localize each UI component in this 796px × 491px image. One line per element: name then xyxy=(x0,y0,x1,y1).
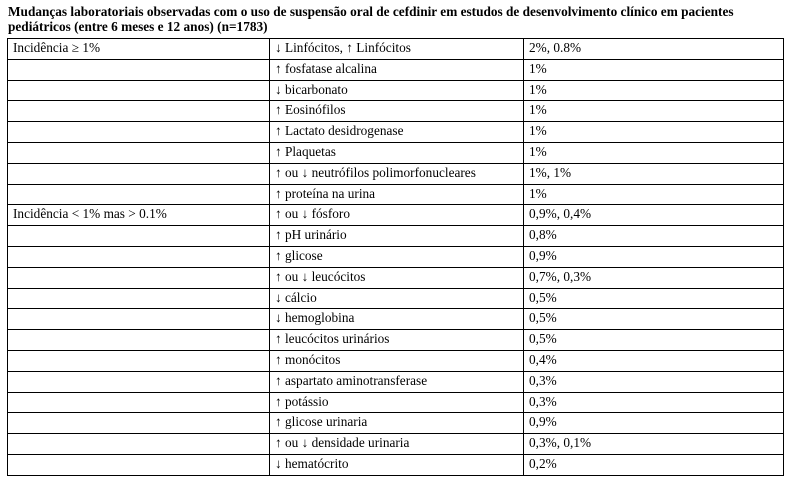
incidence-rate-cell: 0,3%, 0,1% xyxy=(524,434,784,455)
incidence-category-cell xyxy=(8,434,270,455)
table-row xyxy=(8,163,784,184)
incidence-category-cell: Incidência ≥ 1% xyxy=(8,39,270,60)
incidence-rate-cell: 0,9% xyxy=(524,246,784,267)
incidence-rate-cell: 1% xyxy=(524,142,784,163)
incidence-category-cell xyxy=(8,184,270,205)
incidence-rate-cell: 0,2% xyxy=(524,454,784,475)
incidence-category-cell xyxy=(8,122,270,143)
incidence-category-cell xyxy=(8,392,270,413)
incidence-rate-cell: 1% xyxy=(524,184,784,205)
table-row xyxy=(8,59,784,80)
lab-change-cell: ↑ aspartato aminotransferase xyxy=(270,371,524,392)
incidence-rate-cell: 0,3% xyxy=(524,392,784,413)
incidence-category-cell xyxy=(8,101,270,122)
table-row xyxy=(8,122,784,143)
lab-change-cell: ↑ glicose urinaria xyxy=(270,413,524,434)
lab-change-cell: ↑ proteína na urina xyxy=(270,184,524,205)
table-body xyxy=(8,39,784,476)
incidence-category-cell xyxy=(8,163,270,184)
incidence-category-cell xyxy=(8,267,270,288)
table-caption: Mudanças laboratoriais observadas com o uso de suspensão oral de cefdinir em estudos de desenvolvimento clínico em pacientes pediátricos (entre 6 meses e 12 anos) (n=1783) xyxy=(8,4,734,34)
incidence-rate-cell: 1% xyxy=(524,80,784,101)
incidence-rate-cell: 0,8% xyxy=(524,226,784,247)
lab-changes-table xyxy=(7,38,784,476)
incidence-category-cell xyxy=(8,80,270,101)
incidence-category-cell: Incidência < 1% mas > 0.1% xyxy=(8,205,270,226)
incidence-rate-cell: 0,9% xyxy=(524,413,784,434)
incidence-rate-cell: 1% xyxy=(524,101,784,122)
incidence-rate-cell: 1% xyxy=(524,122,784,143)
incidence-rate-cell: 0,9%, 0,4% xyxy=(524,205,784,226)
incidence-category-cell xyxy=(8,59,270,80)
table-row xyxy=(8,330,784,351)
lab-change-cell: ↑ glicose xyxy=(270,246,524,267)
table-row xyxy=(8,288,784,309)
incidence-category-cell xyxy=(8,413,270,434)
incidence-category-cell xyxy=(8,371,270,392)
table-row xyxy=(8,142,784,163)
lab-change-cell: ↑ monócitos xyxy=(270,350,524,371)
table-row xyxy=(8,413,784,434)
table-row xyxy=(8,454,784,475)
lab-change-cell: ↓ hematócrito xyxy=(270,454,524,475)
incidence-category-cell xyxy=(8,142,270,163)
incidence-rate-cell: 2%, 0.8% xyxy=(524,39,784,60)
lab-change-cell: ↑ pH urinário xyxy=(270,226,524,247)
table-row xyxy=(8,434,784,455)
incidence-rate-cell: 0,5% xyxy=(524,330,784,351)
incidence-rate-cell: 0,5% xyxy=(524,288,784,309)
table-row xyxy=(8,371,784,392)
lab-change-cell: ↑ fosfatase alcalina xyxy=(270,59,524,80)
incidence-rate-cell: 0,3% xyxy=(524,371,784,392)
incidence-category-cell xyxy=(8,246,270,267)
lab-change-cell: ↑ Plaquetas xyxy=(270,142,524,163)
table-row xyxy=(8,226,784,247)
incidence-category-cell xyxy=(8,350,270,371)
incidence-rate-cell: 0,4% xyxy=(524,350,784,371)
lab-change-cell: ↑ potássio xyxy=(270,392,524,413)
lab-change-cell: ↑ ou ↓ leucócitos xyxy=(270,267,524,288)
table-row xyxy=(8,309,784,330)
lab-change-cell: ↑ ou ↓ neutrófilos polimorfonucleares xyxy=(270,163,524,184)
lab-change-cell: ↑ Eosinófilos xyxy=(270,101,524,122)
lab-change-cell: ↓ hemoglobina xyxy=(270,309,524,330)
incidence-rate-cell: 0,5% xyxy=(524,309,784,330)
incidence-category-cell xyxy=(8,226,270,247)
table-row xyxy=(8,350,784,371)
table-row xyxy=(8,101,784,122)
lab-change-cell: ↓ cálcio xyxy=(270,288,524,309)
lab-change-cell: ↑ Lactato desidrogenase xyxy=(270,122,524,143)
table-row xyxy=(8,184,784,205)
incidence-category-cell xyxy=(8,454,270,475)
lab-change-cell: ↑ ou ↓ fósforo xyxy=(270,205,524,226)
table-row xyxy=(8,246,784,267)
lab-change-cell: ↓ Linfócitos, ↑ Linfócitos xyxy=(270,39,524,60)
lab-change-cell: ↓ bicarbonato xyxy=(270,80,524,101)
incidence-rate-cell: 1%, 1% xyxy=(524,163,784,184)
incidence-rate-cell: 1% xyxy=(524,59,784,80)
table-row xyxy=(8,392,784,413)
incidence-category-cell xyxy=(8,288,270,309)
lab-change-cell: ↑ leucócitos urinários xyxy=(270,330,524,351)
incidence-rate-cell: 0,7%, 0,3% xyxy=(524,267,784,288)
lab-change-cell: ↑ ou ↓ densidade urinaria xyxy=(270,434,524,455)
table-row xyxy=(8,205,784,226)
incidence-category-cell xyxy=(8,330,270,351)
table-row xyxy=(8,267,784,288)
incidence-category-cell xyxy=(8,309,270,330)
table-row xyxy=(8,80,784,101)
table-row xyxy=(8,39,784,60)
